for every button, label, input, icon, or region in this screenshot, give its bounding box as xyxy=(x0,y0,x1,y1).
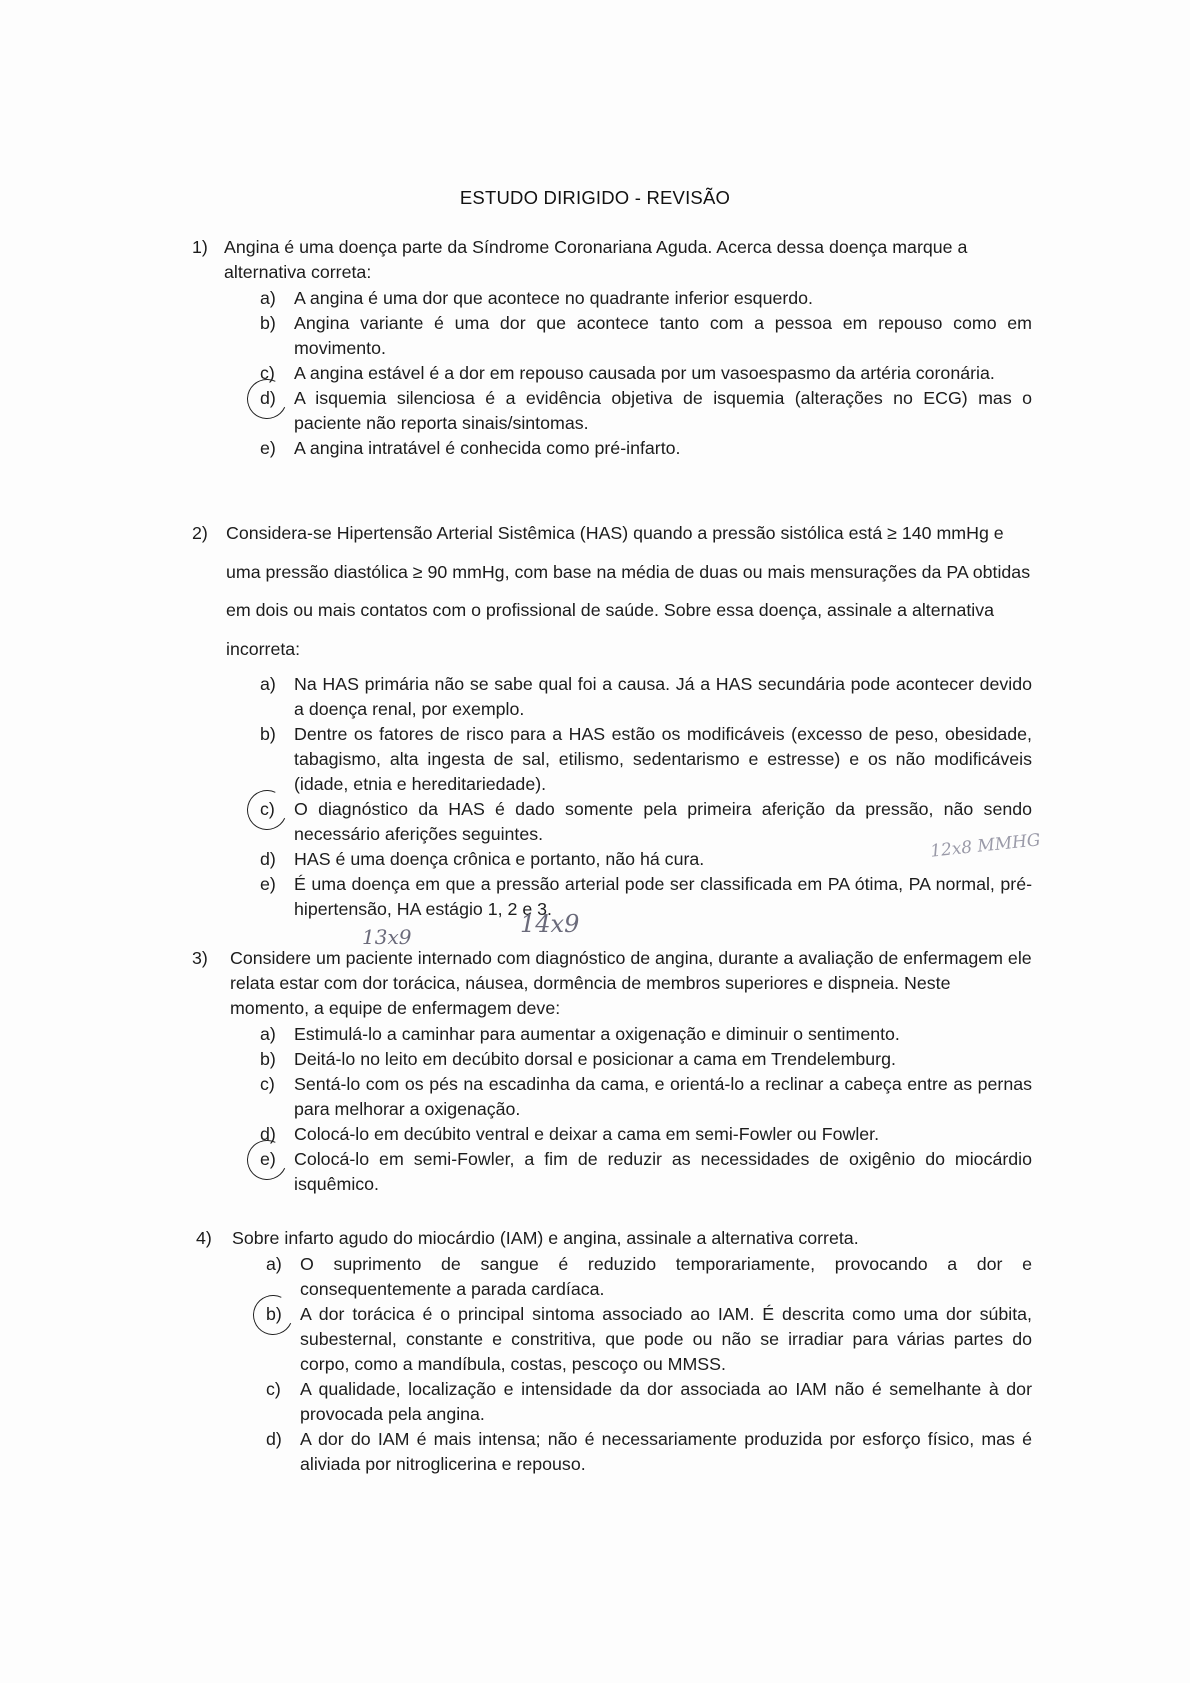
options-list xyxy=(260,672,1032,922)
option-a xyxy=(260,672,1032,722)
option-text: A angina estável é a dor em repouso causada por um vasoespasmo da artéria coronária. xyxy=(294,363,995,383)
option-letter: a) xyxy=(260,288,276,308)
option-letter: a) xyxy=(260,674,276,694)
options-list xyxy=(260,1022,1032,1197)
option-d xyxy=(260,1122,1032,1147)
option-b xyxy=(266,1302,1032,1377)
handwritten-note-13x9: 13x9 xyxy=(362,925,412,949)
option-letter: a) xyxy=(266,1254,282,1274)
handwritten-note-14x9: 14x9 xyxy=(520,910,580,938)
option-letter: e) xyxy=(260,874,276,894)
option-letter: d) xyxy=(260,849,276,869)
option-b xyxy=(260,1047,1032,1072)
option-letter: b) xyxy=(266,1304,282,1324)
option-text: A qualidade, localização e intensidade da dor associada ao IAM não é semelhante à dor provocada pela angina. xyxy=(300,1379,1032,1424)
question-1 xyxy=(192,235,1032,479)
question-number: 1) xyxy=(192,237,208,257)
option-text: Estimulá-lo a caminhar para aumentar a oxigenação e diminuir o sentimento. xyxy=(294,1024,900,1044)
option-e xyxy=(260,436,1032,461)
option-text: Na HAS primária não se sabe qual foi a causa. Já a HAS secundária pode acontecer devido a doença renal, por exemplo. xyxy=(294,674,1032,719)
question-text: Sobre infarto agudo do miocárdio (IAM) e angina, assinale a alternativa correta. xyxy=(232,1228,859,1248)
handwritten-note-12x8: 12x8 MMHG xyxy=(929,830,1042,862)
question-text: Considere um paciente internado com diagnóstico de angina, durante a avaliação de enfermagem ele relata estar com dor torácica, náusea, dormência de membros superiores e dispneia. Neste momento, a equipe de enfermagem deve: xyxy=(230,948,1032,1018)
option-letter: d) xyxy=(260,388,276,408)
option-letter: b) xyxy=(260,724,276,744)
option-text: É uma doença em que a pressão arterial pode ser classificada em PA ótima, PA normal, pré-hipertensão, HA estágio 1, 2 e 3. xyxy=(294,874,1032,919)
question-2 xyxy=(192,521,1032,940)
option-text: O suprimento de sangue é reduzido temporariamente, provocando a dor e consequentemente a parada cardíaca. xyxy=(300,1254,1032,1299)
option-text: Deitá-lo no leito em decúbito dorsal e posicionar a cama em Trendelemburg. xyxy=(294,1049,896,1069)
option-letter: d) xyxy=(260,1124,276,1144)
question-3 xyxy=(192,946,1032,1215)
option-letter: d) xyxy=(266,1429,282,1449)
option-c xyxy=(260,797,1032,847)
option-letter: c) xyxy=(260,363,275,383)
option-letter: c) xyxy=(260,1074,275,1094)
option-text: HAS é uma doença crônica e portanto, não há cura. xyxy=(294,849,705,869)
options-list xyxy=(260,286,1032,461)
option-text: A angina é uma dor que acontece no quadrante inferior esquerdo. xyxy=(294,288,813,308)
question-number: 3) xyxy=(192,948,208,968)
option-text: Dentre os fatores de risco para a HAS estão os modificáveis (excesso de peso, obesidade, tabagismo, alta ingesta de sal, etilismo, sedentarismo e estresse) e os não modificáveis (idade, etnia e hereditariedade). xyxy=(294,724,1032,794)
option-b xyxy=(260,722,1032,797)
option-d xyxy=(260,386,1032,436)
question-text: Considera-se Hipertensão Arterial Sistêmica (HAS) quando a pressão sistólica está ≥ 140 mmHg e uma pressão diastólica ≥ 90 mmHg, com base na média de duas ou mais mensurações da PA obtidas em dois ou mais contatos com o profissional de saúde. Sobre essa doença, assinale a alternativa incorreta: xyxy=(226,523,1031,659)
option-d xyxy=(260,847,1032,872)
question-number: 2) xyxy=(192,523,208,543)
option-letter: e) xyxy=(260,438,276,458)
option-d xyxy=(266,1427,1032,1477)
option-text: A angina intratável é conhecida como pré-infarto. xyxy=(294,438,681,458)
question-number: 4) xyxy=(196,1228,212,1248)
option-letter: e) xyxy=(260,1149,276,1169)
option-letter: c) xyxy=(266,1379,281,1399)
question-4 xyxy=(192,1226,1032,1495)
option-a xyxy=(260,286,1032,311)
options-list xyxy=(266,1252,1032,1477)
option-text: Colocá-lo em decúbito ventral e deixar a cama em semi-Fowler ou Fowler. xyxy=(294,1124,880,1144)
option-text: Angina variante é uma dor que acontece tanto com a pessoa em repouso como em movimento. xyxy=(294,313,1032,358)
option-letter: b) xyxy=(260,1049,276,1069)
question-text: Angina é uma doença parte da Síndrome Coronariana Aguda. Acerca dessa doença marque a alternativa correta: xyxy=(224,237,968,282)
option-a xyxy=(266,1252,1032,1302)
option-e xyxy=(260,1147,1032,1197)
option-text: A dor torácica é o principal sintoma associado ao IAM. É descrita como uma dor súbita, subesternal, constante e constritiva, que pode ou não se irradiar para várias partes do corpo, como a mandíbula, costas, pescoço ou MMSS. xyxy=(300,1304,1032,1374)
option-text: Colocá-lo em semi-Fowler, a fim de reduzir as necessidades de oxigênio do miocárdio isquêmico. xyxy=(294,1149,1032,1194)
option-text: A dor do IAM é mais intensa; não é necessariamente produzida por esforço físico, mas é aliviada por nitroglicerina e repouso. xyxy=(300,1429,1032,1474)
option-e xyxy=(260,872,1032,922)
option-letter: c) xyxy=(260,799,275,819)
option-c xyxy=(260,361,1032,386)
option-b xyxy=(260,311,1032,361)
page-title: ESTUDO DIRIGIDO - REVISÃO xyxy=(459,187,731,208)
option-c xyxy=(260,1072,1032,1122)
option-text: Sentá-lo com os pés na escadinha da cama, e orientá-lo a reclinar a cabeça entre as pernas para melhorar a oxigenação. xyxy=(294,1074,1032,1119)
option-letter: a) xyxy=(260,1024,276,1044)
option-text: O diagnóstico da HAS é dado somente pela primeira aferição da pressão, não sendo necessário aferições seguintes. xyxy=(294,799,1032,844)
option-text: A isquemia silenciosa é a evidência objetiva de isquemia (alterações no ECG) mas o paciente não reporta sinais/sintomas. xyxy=(294,388,1032,433)
option-letter: b) xyxy=(260,313,276,333)
option-a xyxy=(260,1022,1032,1047)
option-c xyxy=(266,1377,1032,1427)
